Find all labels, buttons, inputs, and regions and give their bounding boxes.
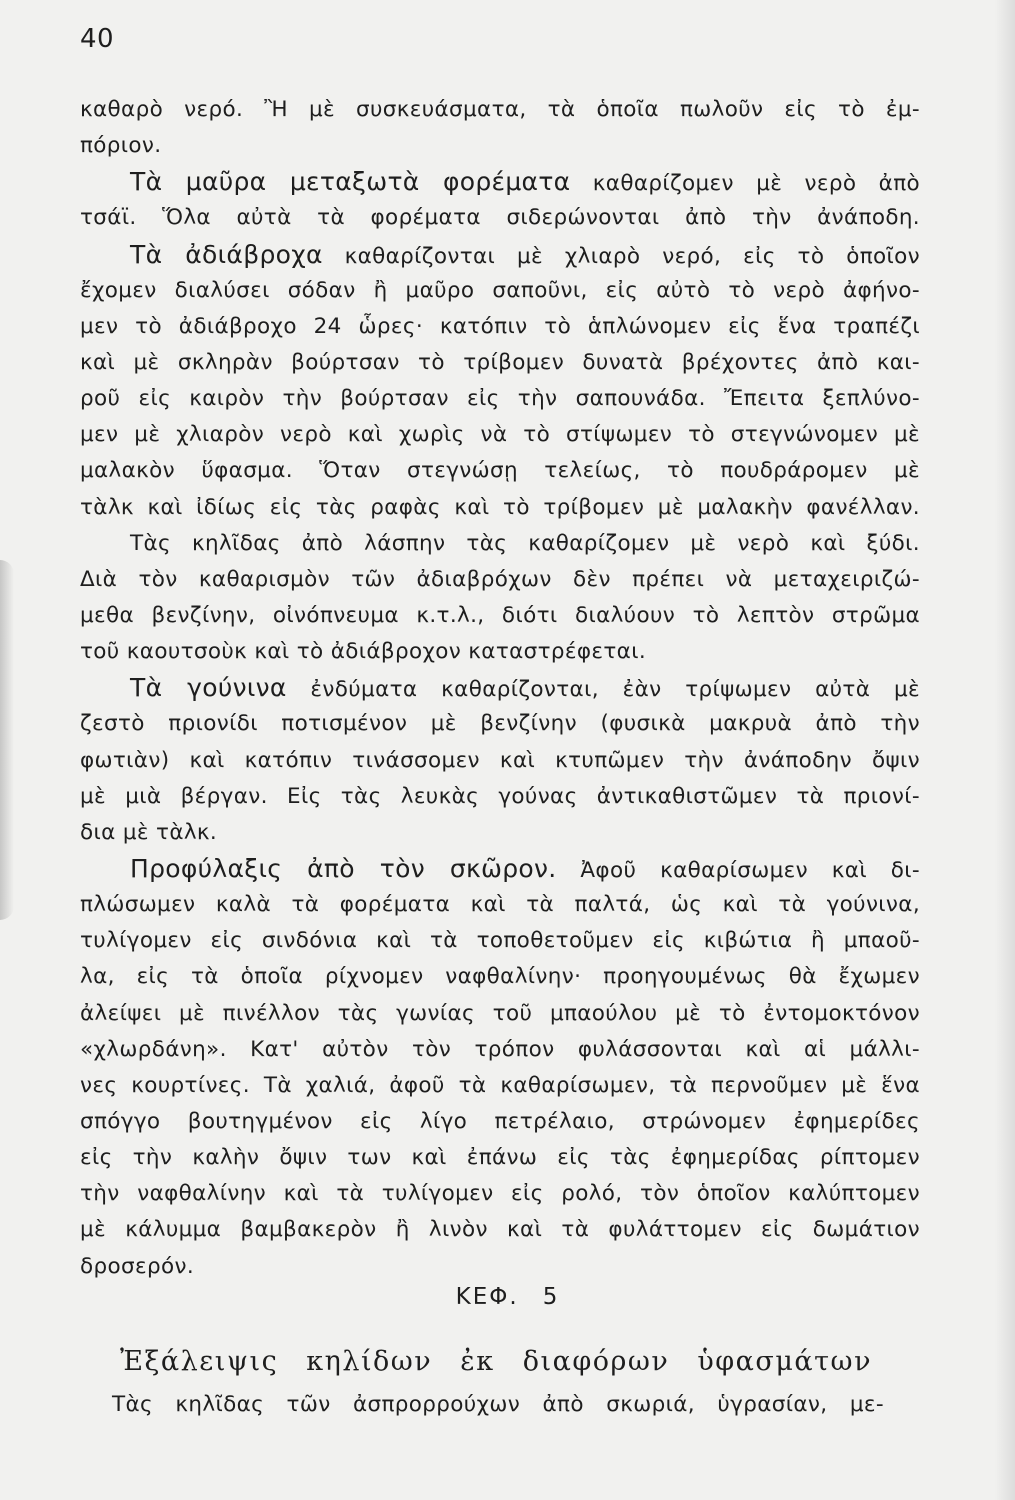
section-heading: Προφύλαξις ἀπὸ τὸν σκῶρον. xyxy=(130,853,557,883)
text-line: Τὰ ἀδιάβροχα καθαρίζονται μὲ χλιαρὸ νερό, εἰς τὸ ὁποῖον xyxy=(130,239,920,269)
text-line: μεθα βενζίνην, οἰνόπνευμα κ.τ.λ., διότι διαλύουν τὸ λεπτὸν στρῶμα xyxy=(80,602,920,628)
text-line: Προφύλαξις ἀπὸ τὸν σκῶρον. Ἀφοῦ καθαρίσωμεν καὶ δι- xyxy=(130,853,920,883)
chapter-title: Ἐξάλειψις κηλίδων ἐκ διαφόρων ὑφασμάτων xyxy=(120,1346,872,1377)
text-line: μεν μὲ χλιαρὸν νερὸ καὶ χωρὶς νὰ τὸ στίψωμεν τὸ στεγνώνομεν μὲ xyxy=(80,422,920,448)
text-line: δια μὲ τὰλκ. xyxy=(80,819,218,845)
text-line: σπόγγο βουτηγμένον εἰς λίγο πετρέλαιο, στρώνομεν ἐφημερίδες xyxy=(80,1108,920,1134)
text-line: νες κουρτίνες. Τὰ χαλιά, ἀφοῦ τὰ καθαρίσωμεν, τὰ περνοῦμεν μὲ ἕνα xyxy=(80,1072,920,1098)
text-line: τὰλκ καὶ ἰδίως εἰς τὰς ραφὰς καὶ τὸ τρίβομεν μὲ μαλακὴν φανέλλαν. xyxy=(80,494,920,520)
chapter-label xyxy=(0,1284,1015,1310)
text-line: καθαρὸ νερό. Ἢ μὲ συσκευάσματα, τὰ ὁποῖα πωλοῦν εἰς τὸ ἐμ- xyxy=(80,97,920,122)
text-line: Τὰ γούνινα ἐνδύματα καθαρίζονται, ἐὰν τρίψωμεν αὐτὰ μὲ xyxy=(130,673,920,703)
text-line: Τὰ μαῦρα μεταξωτὰ φορέματα καθαρίζομεν μὲ νερὸ ἀπὸ xyxy=(130,167,920,197)
chapter-prefix: ΚΕΦ. xyxy=(455,1284,519,1310)
text-line: εἰς τὴν καλὴν ὄψιν των καὶ ἐπάνω εἰς τὰς ἐφημερίδας ρίπτομεν xyxy=(80,1145,920,1171)
page-edge-shadow xyxy=(0,560,14,920)
text-line: ἔχομεν διαλύσει σόδαν ἢ μαῦρο σαποῦνι, εἰς αὐτὸ τὸ νερὸ ἀφήνο- xyxy=(80,277,920,303)
text-line: μαλακὸν ὕφασμα. Ὅταν στεγνώσῃ τελείως, τὸ πουδράρομεν μὲ xyxy=(80,458,920,484)
text-line: πόριον. xyxy=(80,133,162,159)
text-line: μεν τὸ ἀδιάβροχο 24 ὧρες· κατόπιν τὸ ἁπλώνομεν εἰς ἕνα τραπέζι xyxy=(80,313,920,339)
body-text xyxy=(80,92,920,1285)
text-line: τσάϊ. Ὅλα αὐτὰ τὰ φορέματα σιδερώνονται ἀπὸ τὴν ἀνάποδη. xyxy=(80,205,920,231)
text-line: δροσερόν. xyxy=(80,1253,194,1279)
section-heading: Τὰ μαῦρα μεταξωτὰ φορέματα xyxy=(130,167,571,197)
page-edge-right xyxy=(995,0,1015,1500)
text-line: ἀλείψει μὲ πινέλλον τὰς γωνίας τοῦ μπαούλου μὲ τὸ ἐντομοκτόνον xyxy=(80,1000,920,1026)
text-line: «χλωρδάνη». Κατ' αὐτὸν τὸν τρόπον φυλάσσονται καὶ αἱ μάλλι- xyxy=(80,1036,920,1062)
text-line: φωτιὰν) καὶ κατόπιν τινάσσομεν καὶ κτυπῶμεν τὴν ἀνάποδην ὄψιν xyxy=(80,747,920,773)
section-heading: Τὰ ἀδιάβροχα xyxy=(130,239,323,269)
text-line: τὴν ναφθαλίνην καὶ τὰ τυλίγομεν εἰς ρολό, τὸν ὁποῖον καλύπτομεν xyxy=(80,1181,920,1207)
section-heading: Τὰ γούνινα xyxy=(130,673,287,703)
text-line: καὶ μὲ σκληρὰν βούρτσαν τὸ τρίβομεν δυνατὰ βρέχοντες ἀπὸ και- xyxy=(80,349,920,375)
page-number: 40 xyxy=(80,24,115,54)
text-line-final: Τὰς κηλῖδας τῶν ἀσπρορρούχων ἀπὸ σκωριά, ὑγρασίαν, με- xyxy=(112,1392,884,1417)
text-line: τοῦ καουτσοὺκ καὶ τὸ ἀδιάβροχον καταστρέφεται. xyxy=(80,639,647,665)
text-line: μὲ μιὰ βέργαν. Εἰς τὰς λευκὰς γούνας ἀντικαθιστῶμεν τὰ πριονί- xyxy=(80,783,920,809)
text-line: ζεστὸ πριονίδι ποτισμένον μὲ βενζίνην (φυσικὰ μακρυὰ ἀπὸ τὴν xyxy=(80,711,920,737)
text-line: Διὰ τὸν καθαρισμὸν τῶν ἀδιαβρόχων δὲν πρέπει νὰ μεταχειριζώ- xyxy=(80,566,920,592)
text-line: πλώσωμεν καλὰ τὰ φορέματα καὶ τὰ παλτά, ὡς καὶ τὰ γούνινα, xyxy=(80,892,920,918)
text-line: ροῦ εἰς καιρὸν τὴν βούρτσαν εἰς τὴν σαπουνάδα. Ἔπειτα ξεπλύνο- xyxy=(80,386,920,412)
text-line: λα, εἰς τὰ ὁποῖα ρίχνομεν ναφθαλίνην· προηγουμένως θὰ ἔχωμεν xyxy=(80,964,920,990)
text-line: μὲ κάλυμμα βαμβακερὸν ἢ λινὸν καὶ τὰ φυλάττομεν εἰς δωμάτιον xyxy=(80,1217,920,1243)
text-line: Τὰς κηλῖδας ἀπὸ λάσπην τὰς καθαρίζομεν μὲ νερὸ καὶ ξύδι. xyxy=(130,530,920,556)
chapter-number: 5 xyxy=(542,1284,560,1310)
text-line: τυλίγομεν εἰς σινδόνια καὶ τὰ τοποθετοῦμεν εἰς κιβώτια ἢ μπαοῦ- xyxy=(80,928,920,954)
